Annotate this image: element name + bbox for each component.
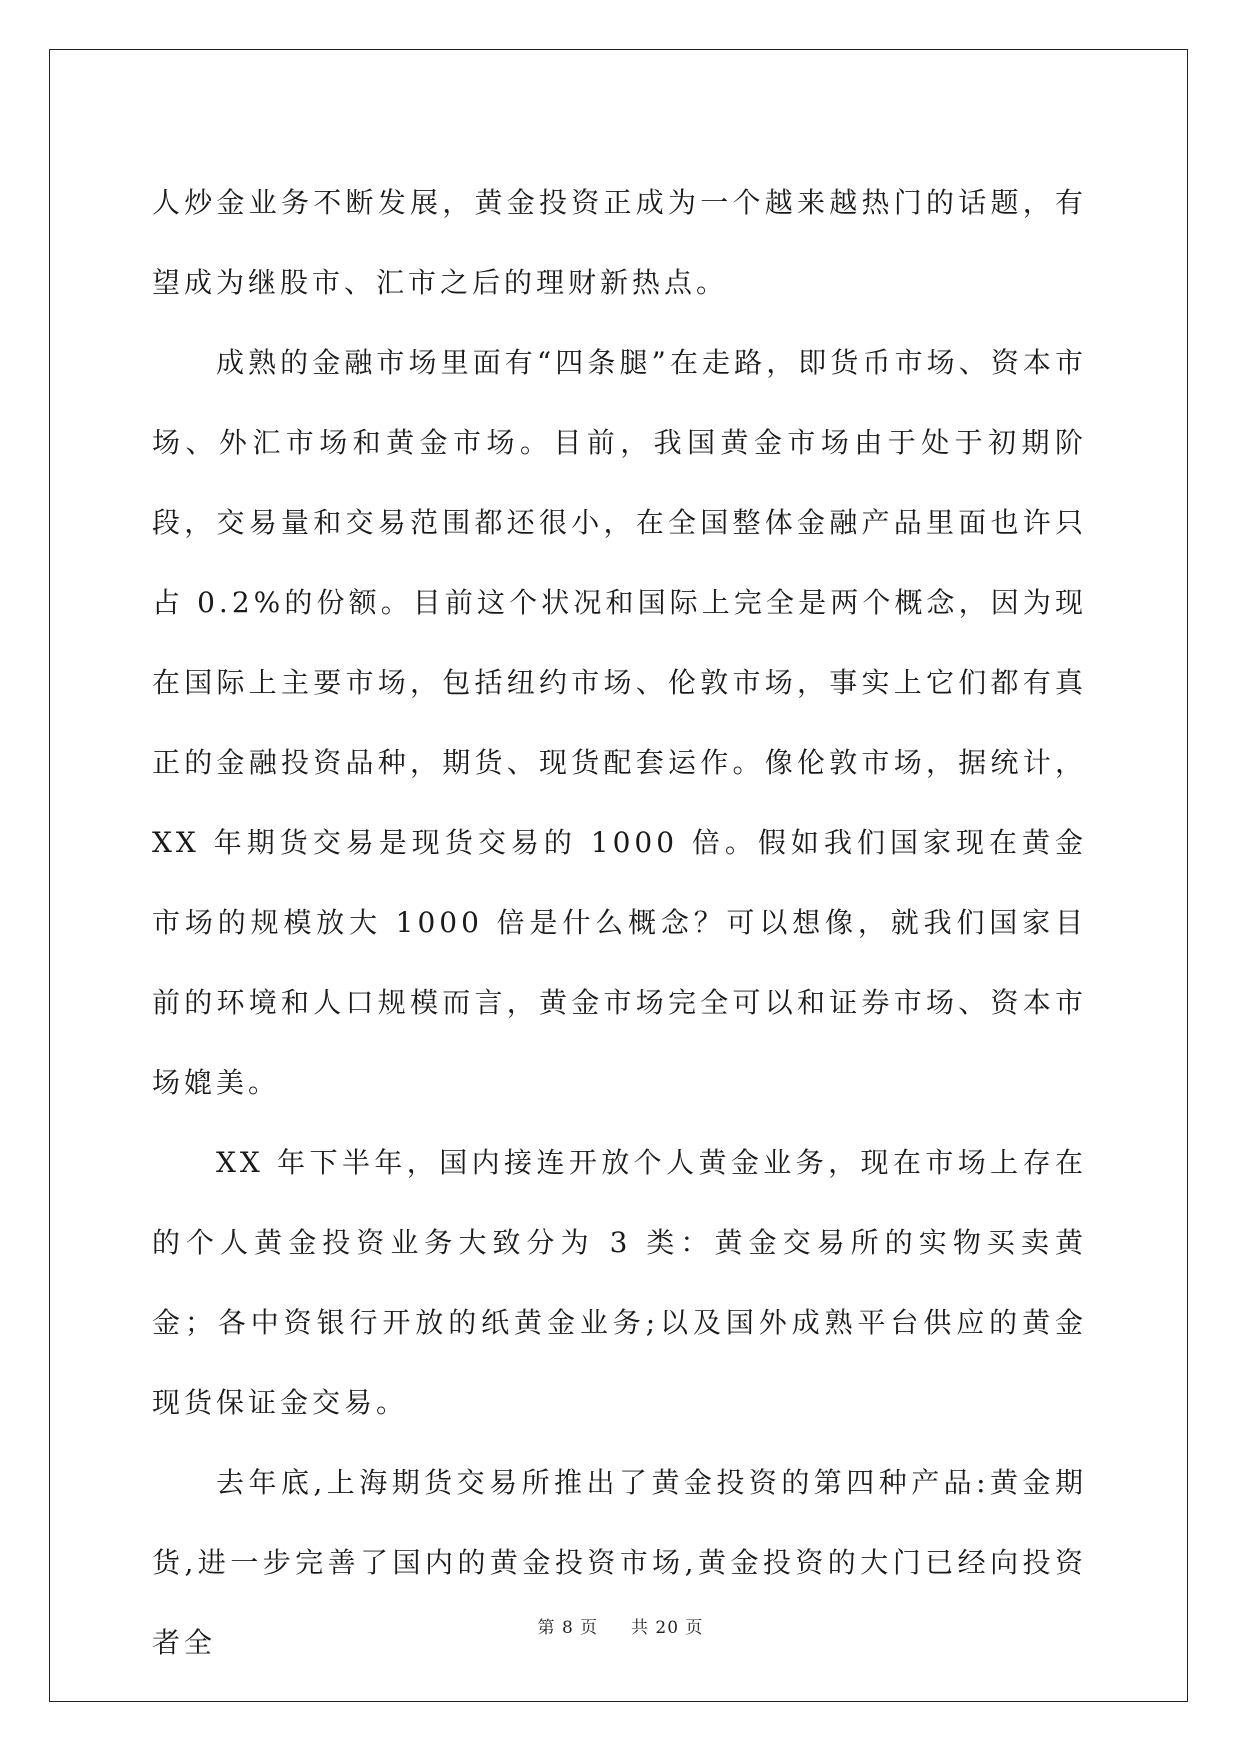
paragraph-2: 成熟的金融市场里面有“四条腿”在走路，即货币市场、资本市场、外汇市场和黄金市场。目前，我国黄金市场由于处于初期阶段，交易量和交易范围都还很小，在全国整体金融产品里面也许只占 0.2%的份额。目前这个状况和国际上完全是两个概念，因为现在国际上主要市场，包括纽约市场、伦敦市场，事实上它们都有真正的金融投资品种，期货、现货配套运作。像伦敦市场，据统计，XX 年期货交易是现货交易的 1000 倍。假如我们国家现在黄金市场的规模放大 1000 倍是什么概念？可以想像，就我们国家目前的环境和人口规模而言，黄金市场完全可以和证券市场、资本市场媲美。 (152, 346, 1087, 1099)
page-number: 第 8 页 (537, 1618, 599, 1638)
document-body (152, 163, 1087, 1683)
paragraph-1: 人炒金业务不断发展，黄金投资正成为一个越来越热门的话题，有望成为继股市、汇市之后的理财新热点。 (152, 186, 1087, 299)
paragraph-4: 去年底,上海期货交易所推出了黄金投资的第四种产品:黄金期货,进一步完善了国内的黄金投资市场,黄金投资的大门已经向投资者全 (152, 1466, 1087, 1659)
paragraph-3: XX 年下半年，国内接连开放个人黄金业务，现在市场上存在的个人黄金投资业务大致分为 3 类：黄金交易所的实物买卖黄金；各中资银行开放的纸黄金业务;以及国外成熟平台供应的黄金现货保证金交易。 (152, 1146, 1087, 1419)
total-pages: 共 20 页 (630, 1618, 704, 1638)
page-footer (0, 1613, 1241, 1638)
